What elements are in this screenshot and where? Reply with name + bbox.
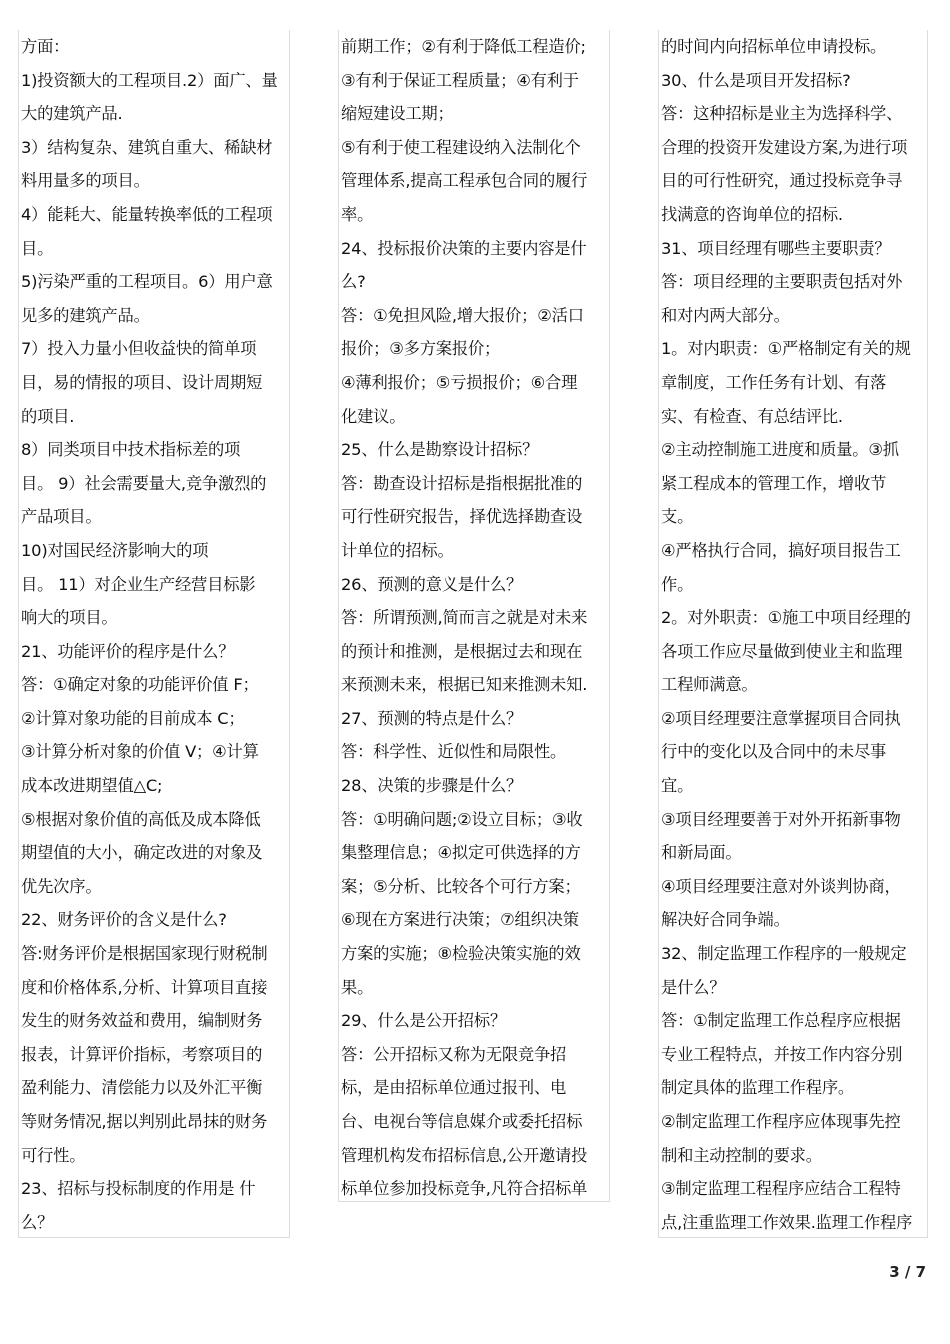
text-line: ③项目经理要善于对外开拓新事物: [661, 809, 901, 829]
text-line: 制和主动控制的要求。: [661, 1145, 822, 1165]
text-line: 29、什么是公开招标？: [341, 1011, 507, 1031]
text-line: 25、什么是勘察设计招标？: [341, 440, 539, 460]
text-line: 解决好合同争端。: [661, 910, 790, 930]
text-line: 成本改进期望值△C;: [21, 776, 163, 796]
text-column-3: [658, 30, 928, 1238]
text-line: 找满意的咨询单位的招标.: [661, 204, 843, 224]
text-line: 响大的项目。: [21, 608, 118, 628]
text-line: 目。 11）对企业生产经营目标影: [21, 574, 256, 594]
text-line: ④严格执行合同，搞好项目报告工: [661, 540, 901, 560]
text-line: 前期工作；②有利于降低工程造价;: [341, 37, 586, 56]
text-line: 方案的实施；⑧检验决策实施的效: [341, 944, 581, 964]
text-column-1: [18, 30, 290, 1238]
text-line: 专业工程特点，并按工作内容分别: [661, 1044, 903, 1064]
text-line: ②项目经理要注意掌握项目合同执: [661, 708, 901, 728]
text-line: 8）同类项目中技术指标差的项: [21, 440, 241, 460]
text-line: ⑤有利于使工程建设纳入法制化个: [341, 137, 581, 157]
text-line: 管理机构发布招标信息,公开邀请投: [341, 1145, 588, 1165]
text-line: 各项工作应尽量做到使业主和监理: [661, 641, 903, 661]
text-line: ②计算对象功能的目前成本 C；: [21, 708, 245, 728]
text-line: 1。对内职责：①严格制定有关的规: [661, 339, 911, 359]
text-line: 的项目.: [21, 406, 75, 426]
text-line: ④项目经理要注意对外谈判协商，: [661, 876, 901, 896]
text-line: 的时间内向招标单位申请投标。: [661, 37, 887, 56]
text-line: 是什么？: [661, 977, 726, 997]
text-line: 答：公开招标又称为无限竞争招: [341, 1044, 567, 1064]
text-line: 报价；③多方案报价；: [341, 339, 501, 359]
text-line: 目，易的情报的项目、设计周期短: [21, 372, 263, 392]
text-line: 期望值的大小，确定改进的对象及: [21, 843, 263, 863]
text-line: 30、什么是项目开发招标?: [661, 70, 851, 90]
text-line: 发生的财务效益和费用，编制财务: [21, 1011, 263, 1031]
text-line: 24、投标报价决策的主要内容是什: [341, 238, 587, 258]
text-line: 目。 9）社会需要量大,竞争激烈的: [21, 473, 267, 493]
text-line: 章制度，工作任务有计划、有落: [661, 372, 887, 392]
text-line: ③计算分析对象的价值 V；④计算: [21, 742, 259, 762]
text-line: 实、有检查、有总结评比.: [661, 406, 843, 426]
text-line: 5)污染严重的工程项目。6）用户意: [21, 272, 273, 292]
text-line: 大的建筑产品.: [21, 104, 123, 124]
text-line: 么?: [341, 272, 366, 292]
text-line: 合理的投资开发建设方案,为进行项: [661, 137, 908, 157]
text-line: ②制定监理工作程序应体现事先控: [661, 1112, 901, 1131]
text-line: 28、决策的步骤是什么？: [341, 776, 523, 796]
text-line: 么？: [21, 1212, 54, 1232]
text-line: 答:财务评价是根据国家现行财税制: [21, 944, 268, 964]
text-line: 答：①制定监理工作总程序应根据: [661, 1011, 901, 1031]
text-line: 见多的建筑产品。: [21, 305, 150, 325]
text-line: 制定具体的监理工作程序。: [661, 1078, 854, 1098]
text-line: 26、预测的意义是什么？: [341, 574, 523, 594]
text-line: 标，是由招标单位通过报刊、电: [341, 1078, 567, 1098]
text-line: 宜。: [661, 776, 694, 796]
text-line: 报表，计算评价指标，考察项目的: [21, 1044, 263, 1064]
text-line: 答：所谓预测,简而言之就是对未来: [341, 608, 588, 628]
text-line: 等财务情况,据以判别此昂抹的财务: [21, 1112, 268, 1131]
text-line: 答：科学性、近似性和局限性。: [341, 742, 567, 762]
text-line: 32、制定监理工作程序的一般规定: [661, 944, 907, 964]
text-line: 工程师满意。: [661, 675, 758, 695]
text-line: 1)投资额大的工程项目.2）面广、量: [21, 70, 278, 90]
text-line: 管理体系,提高工程承包合同的履行: [341, 171, 588, 191]
text-line: 22、财务评价的含义是什么?: [21, 910, 227, 930]
text-line: 案；⑤分析、比较各个可行方案；: [341, 876, 581, 896]
text-line: ⑤根据对象价值的高低及成本降低: [21, 809, 261, 829]
text-column-2: [338, 30, 610, 1202]
text-line: 产品项目。: [21, 507, 102, 527]
text-line: 2。对外职责：①施工中项目经理的: [661, 608, 911, 628]
text-line: 答：①确定对象的功能评价值 F；: [21, 675, 259, 695]
text-line: 作。: [661, 574, 694, 594]
text-line: ②主动控制施工进度和质量。③抓: [661, 440, 899, 460]
text-line: 答：项目经理的主要职责包括对外: [661, 272, 903, 292]
text-line: 率。: [341, 204, 374, 224]
text-line: 目。: [21, 238, 54, 258]
text-line: 可行性。: [21, 1145, 86, 1165]
text-line: 台、电视台等信息媒介或委托招标: [341, 1112, 583, 1131]
text-line: 答：这种招标是业主为选择科学、: [661, 104, 903, 124]
text-line: 目的可行性研究，通过投标竞争寻: [661, 171, 903, 191]
text-line: 31、项目经理有哪些主要职责？: [661, 238, 891, 258]
text-line: 方面：: [21, 37, 70, 56]
text-line: 化建议。: [341, 406, 406, 426]
text-line: 果。: [341, 977, 374, 997]
text-line: ④薄利报价；⑤亏损报价；⑥合理: [341, 372, 578, 392]
text-line: 盈利能力、清偿能力以及外汇平衡: [21, 1078, 263, 1098]
text-line: 缩短建设工期；: [341, 104, 454, 124]
text-line: 4）能耗大、能量转换率低的工程项: [21, 204, 273, 224]
text-line: 紧工程成本的管理工作，增收节: [661, 473, 887, 493]
text-line: 标单位参加投标竞争,凡符合招标单: [341, 1179, 588, 1199]
text-line: 行中的变化以及合同中的未尽事: [661, 742, 887, 762]
page-number: 3 / 7: [889, 1263, 926, 1281]
text-line: 度和价格体系,分析、计算项目直接: [21, 977, 268, 997]
text-line: 答：①免担风险,增大报价；②活口: [341, 305, 584, 325]
text-line: 来预测未来，根据已知来推测未知.: [341, 675, 588, 695]
text-line: 的预计和推测，是根据过去和现在: [341, 641, 583, 661]
text-line: 点,注重监理工作效果.监理工作程序: [661, 1212, 913, 1232]
text-line: 10)对国民经济影响大的项: [21, 540, 209, 560]
text-line: 计单位的招标。: [341, 540, 454, 560]
text-line: 答：勘查设计招标是指根据批准的: [341, 473, 583, 493]
text-line: 3）结构复杂、建筑自重大、稀缺材: [21, 137, 273, 157]
text-line: 支。: [661, 507, 694, 527]
text-line: 和新局面。: [661, 843, 742, 863]
text-line: 答：①明确问题;②设立目标；③收: [341, 809, 583, 829]
text-line: ⑥现在方案进行决策；⑦组织决策: [341, 910, 579, 930]
text-line: 21、功能评价的程序是什么？: [21, 641, 235, 661]
text-line: 料用量多的项目。: [21, 171, 150, 191]
text-line: 7）投入力量小但收益快的简单项: [21, 339, 257, 359]
text-line: ③有利于保证工程质量；④有利于: [341, 70, 579, 90]
text-line: 27、预测的特点是什么？: [341, 708, 523, 728]
text-line: ③制定监理工程程序应结合工程特: [661, 1179, 901, 1199]
text-line: 23、招标与投标制度的作用是 什: [21, 1179, 256, 1199]
text-line: 可行性研究报告，择优选择勘查设: [341, 507, 583, 527]
text-line: 和对内两大部分。: [661, 305, 790, 325]
text-line: 优先次序。: [21, 876, 102, 896]
text-line: 集整理信息；④拟定可供选择的方: [341, 843, 581, 863]
